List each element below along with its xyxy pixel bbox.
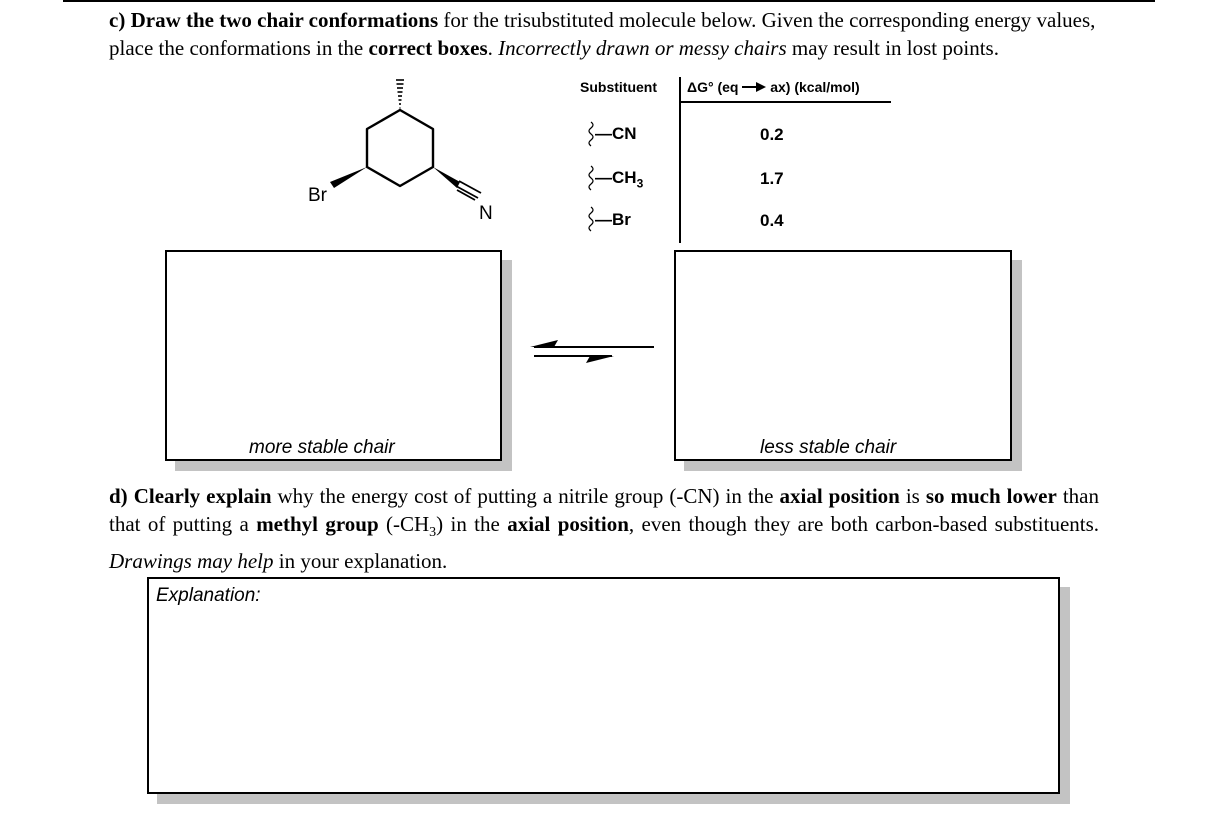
row-cn-value: 0.2 — [760, 125, 784, 144]
arrow-right-icon — [742, 82, 766, 92]
part-d-text: (-CH — [378, 512, 430, 536]
part-d-subscript: 3 — [429, 525, 437, 541]
wedge-bond-cn — [433, 167, 460, 188]
part-d-bold: so much lower — [925, 484, 1057, 508]
trisubstituted-cyclohexane-structure — [300, 78, 520, 238]
n-atom-label: N — [479, 203, 493, 224]
row-ch3-value: 1.7 — [760, 169, 784, 188]
row-cn-group — [595, 124, 637, 144]
part-d-text: is — [899, 484, 926, 508]
part-c-label: c) — [109, 8, 126, 32]
row-br-value: 0.4 — [760, 211, 784, 230]
part-c-correct-boxes: correct boxes — [368, 36, 488, 60]
part-d-text: why the energy cost of putting a nitrile group (-CN) in the — [271, 484, 780, 508]
row-br-group — [595, 210, 631, 230]
part-c-text: . — [487, 36, 499, 60]
row-ch3-label: —CH — [595, 168, 637, 187]
part-d-text: in your explanation. — [273, 549, 448, 574]
explanation-label: Explanation: — [156, 585, 261, 606]
part-c-lead: Draw the two chair conformations — [130, 8, 439, 32]
squiggle-bond-icon — [587, 206, 595, 232]
header-energy-prefix: ΔG° (eq — [687, 79, 739, 95]
substituent-energy-table — [575, 75, 915, 245]
row-ch3-subscript: 3 — [636, 176, 644, 191]
row-ch3-group — [595, 168, 643, 190]
row-br-label: —Br — [595, 210, 631, 229]
part-d-text: than that of putting a — [109, 484, 1099, 536]
part-c-text: for the trisubstituted molecule below. Given the corresponding energy values, place the conformations in the — [109, 8, 1096, 60]
squiggle-bond-icon — [587, 165, 595, 191]
part-c-text: may result in lost points. — [786, 36, 999, 60]
part-d-bold: methyl group — [256, 512, 379, 536]
wedge-bond-br — [330, 167, 367, 188]
cyclohexane-ring — [367, 110, 433, 186]
part-c-warning: Incorrectly drawn or messy chairs — [498, 36, 787, 60]
part-d-label: d) — [109, 484, 128, 508]
part-d-question — [109, 482, 1099, 575]
nitrile-triple-bond — [456, 181, 481, 200]
squiggle-bond-icon — [587, 121, 595, 147]
row-cn-label: —CN — [595, 124, 637, 143]
more-stable-chair-box[interactable] — [165, 250, 502, 461]
part-d-italic: Drawings may help — [109, 549, 274, 574]
part-d-text: ) in the — [436, 512, 508, 536]
part-d-text: , even though they are both carbon-based substituents. — [628, 512, 1100, 536]
table-header-rule — [681, 101, 891, 103]
more-stable-caption: more stable chair — [249, 437, 395, 458]
header-energy — [687, 79, 860, 95]
explanation-box[interactable] — [147, 577, 1060, 794]
part-c-question — [109, 6, 1119, 62]
br-atom-label: Br — [308, 185, 327, 206]
page-top-rule — [63, 0, 1155, 2]
part-d-bold: axial position — [507, 512, 629, 536]
part-d-bold: Clearly explain — [133, 484, 272, 508]
header-energy-suffix: ax) (kcal/mol) — [770, 79, 860, 95]
hashed-bond-methyl — [396, 80, 404, 108]
header-substituent: Substituent — [580, 79, 657, 95]
less-stable-chair-box[interactable] — [674, 250, 1012, 461]
equilibrium-arrows-icon — [528, 336, 660, 370]
less-stable-caption: less stable chair — [760, 437, 897, 458]
part-d-bold: axial position — [779, 484, 900, 508]
